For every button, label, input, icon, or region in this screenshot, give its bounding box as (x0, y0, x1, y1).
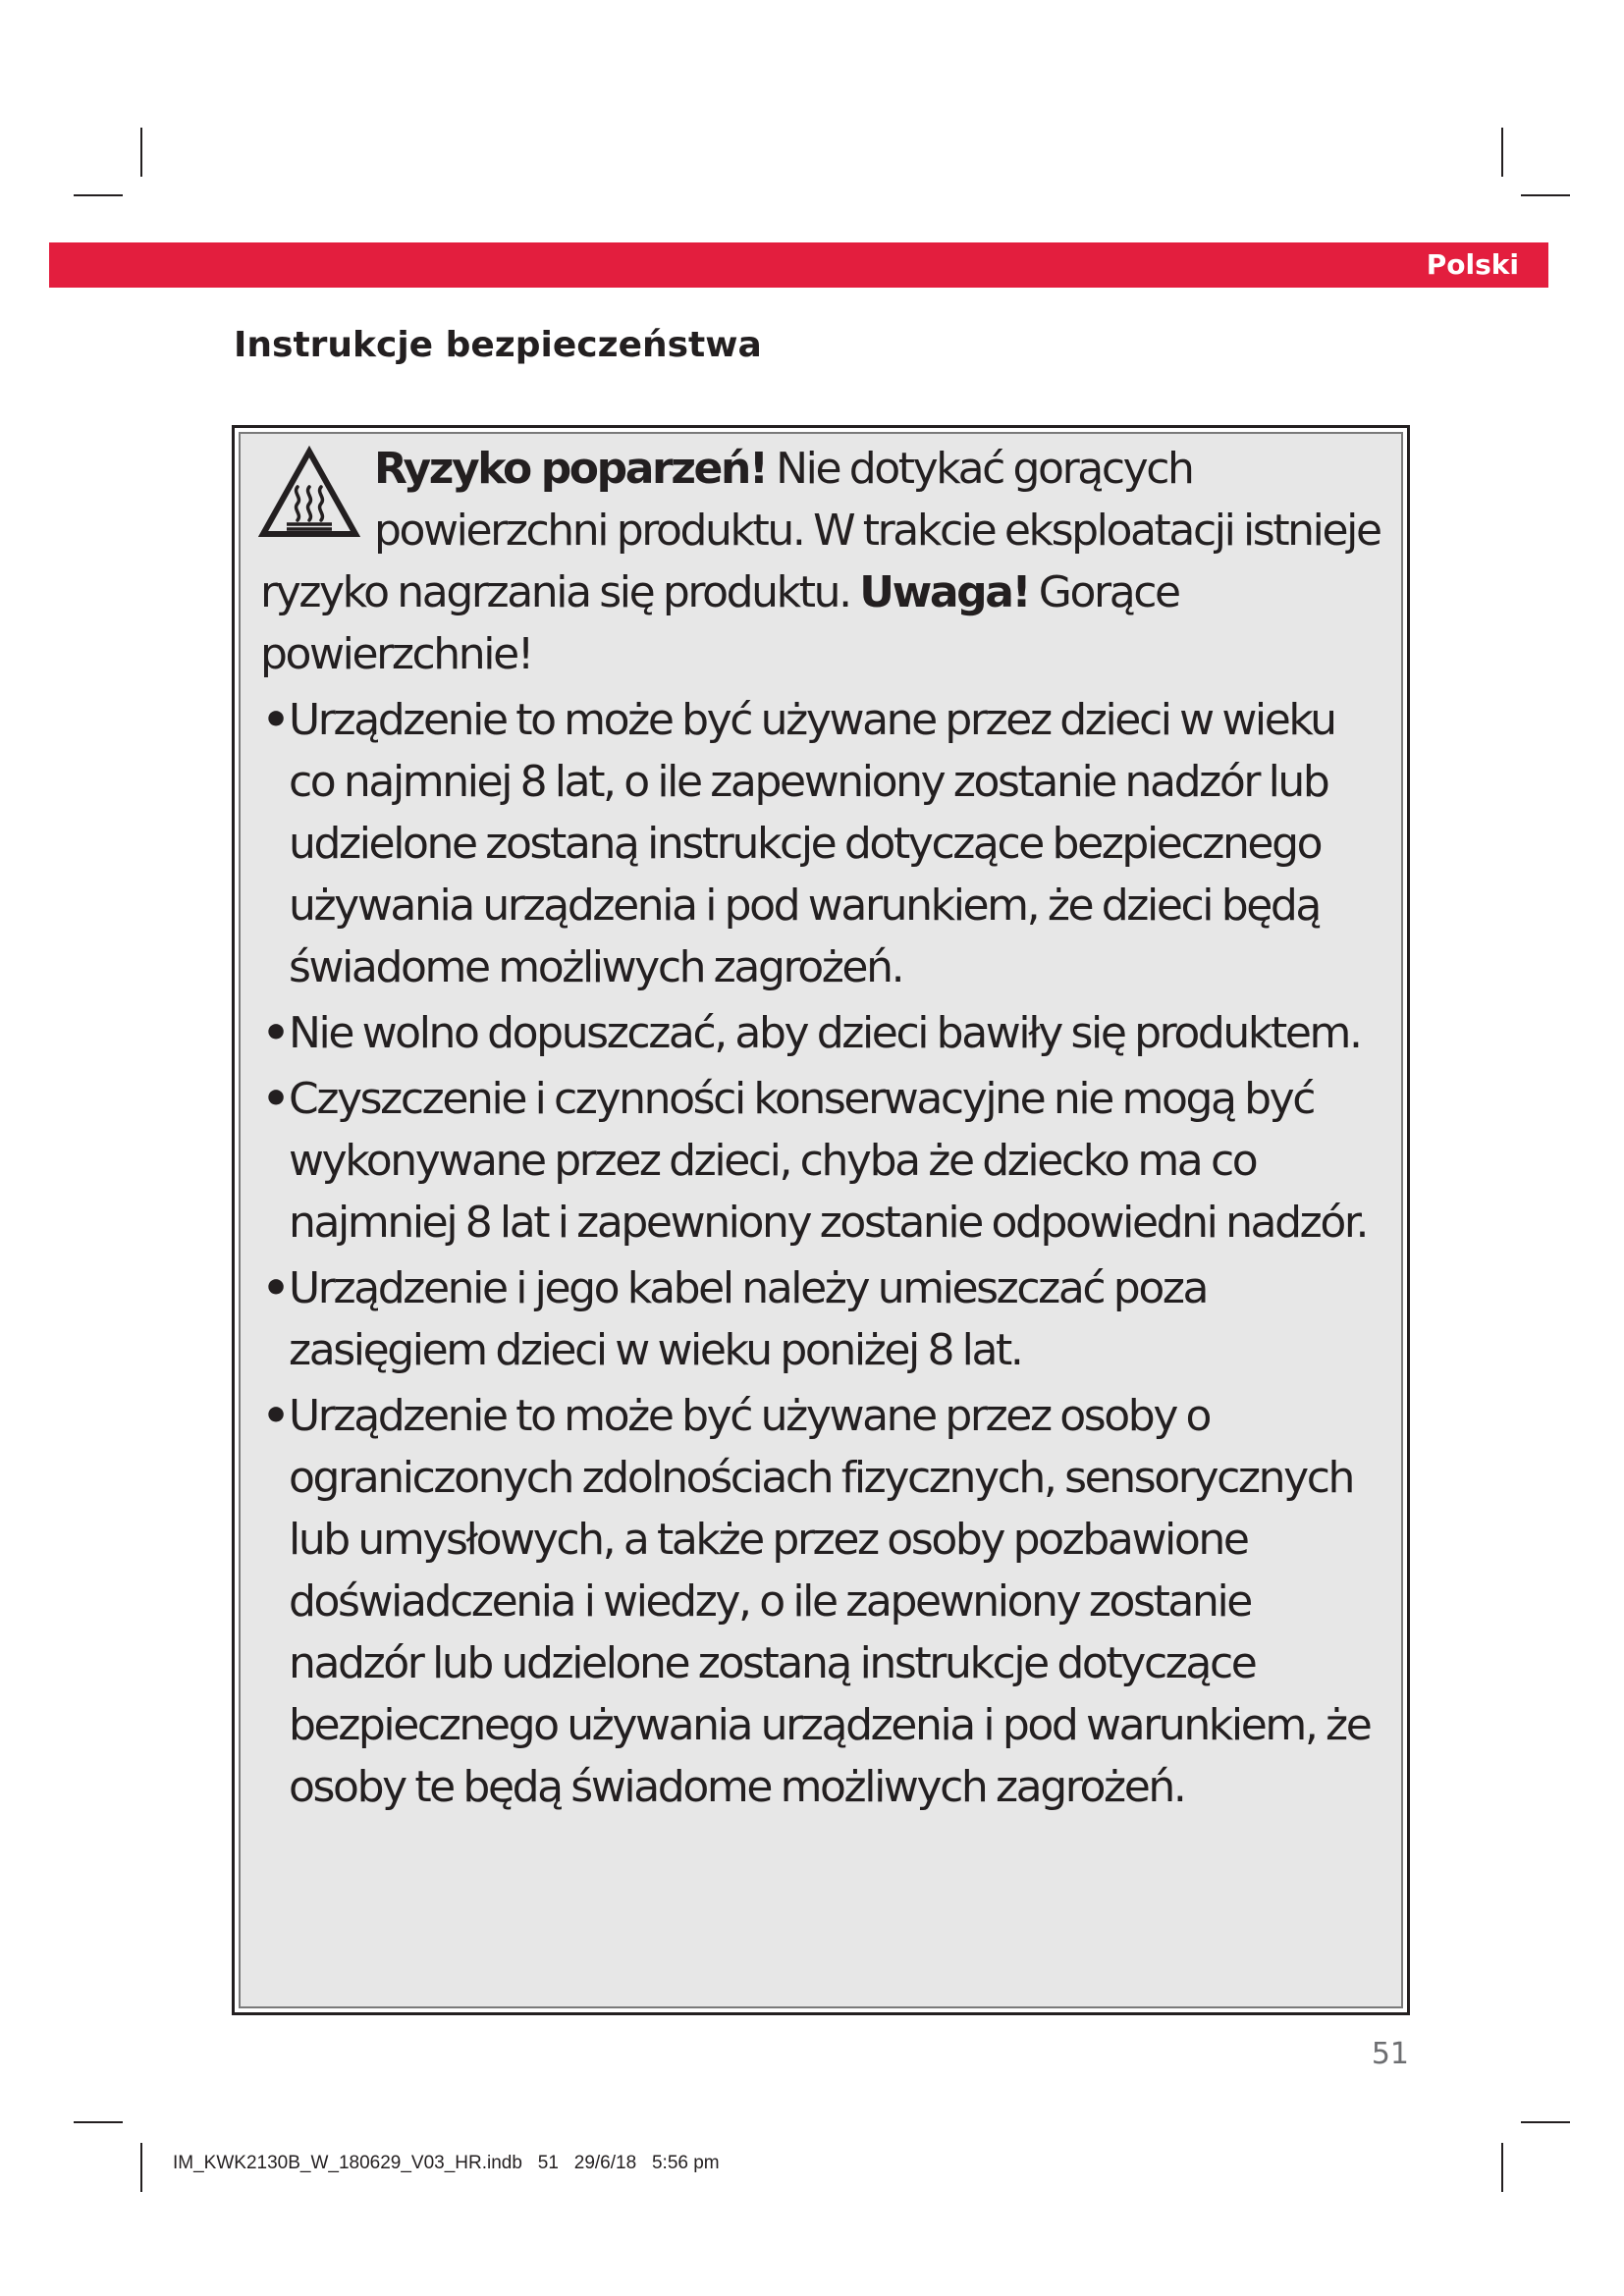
crop-mark-top-left-horizontal (74, 194, 123, 196)
list-item (260, 1385, 1385, 1818)
bullet-text: Urządzenie to może być używane przez dzieci w wieku co najmniej 8 lat, o ile zapewniony zostanie nadzór lub udzielone zostaną instrukcje dotyczące bezpiecznego używania urządzenia i pod warunkiem, że dzieci będą świadome możliwych zagrożeń. (289, 695, 1335, 992)
bullet-point: • (262, 1074, 288, 1124)
bullet-point: • (262, 695, 288, 745)
bullet-text: Czyszczenie i czynności konserwacyjne nie mogą być wykonywane przez dzieci, chyba że dziecko ma co najmniej 8 lat i zapewniony zostanie odpowiedni nadzór. (289, 1074, 1368, 1248)
crop-mark-bottom-left-horizontal (74, 2121, 123, 2123)
warning-heading: Ryzyko poparzeń! (374, 444, 767, 494)
safety-warning-box (232, 425, 1410, 2015)
hot-surface-warning-icon (258, 446, 360, 544)
crop-mark-bottom-right-vertical (1501, 2143, 1503, 2192)
crop-mark-top-right-vertical (1501, 128, 1503, 177)
list-item (260, 1257, 1385, 1381)
list-item (260, 1068, 1385, 1254)
print-file-info: IM_KWK2130B_W_180629_V03_HR.indb 51 29/6/18 5:56 pm (173, 2153, 720, 2173)
language-header-bar (49, 242, 1548, 288)
crop-mark-bottom-right-horizontal (1521, 2121, 1570, 2123)
bullet-point: • (262, 1263, 288, 1313)
warning-intro (260, 434, 1385, 685)
bullet-text: Nie wolno dopuszczać, aby dzieci bawiły się produktem. (289, 1008, 1361, 1058)
crop-mark-top-left-vertical (140, 128, 142, 177)
list-item (260, 689, 1385, 998)
language-label: Polski (1426, 248, 1519, 281)
bullet-text: Urządzenie i jego kabel należy umieszczać poza zasięgiem dzieci w wieku poniżej 8 lat. (289, 1263, 1208, 1375)
safety-bullet-list (260, 689, 1385, 1818)
list-item (260, 1002, 1385, 1064)
warning-intro-text: Nie dotykać gorących powierzchni produktu. W trakcie eksploatacji istnieje ryzyko nagrzania się produktu. (260, 444, 1380, 617)
bullet-point: • (262, 1391, 288, 1441)
caution-text: Gorące powierzchnie! (260, 567, 1179, 679)
bullet-point: • (262, 1008, 288, 1058)
safety-warning-content (239, 432, 1403, 2008)
bullet-text: Urządzenie to może być używane przez osoby o ograniczonych zdolnościach fizycznych, sensorycznych lub umysłowych, a także przez osoby pozbawione doświadczenia i wiedzy, o ile zapewniony zostanie nadzór lub udzielone zostaną instrukcje dotyczące bezpiecznego używania urządzenia i pod warunkiem, że osoby te będą świadome możliwych zagrożeń. (289, 1391, 1371, 1812)
crop-mark-bottom-left-vertical (140, 2143, 142, 2192)
page-number: 51 (1371, 2037, 1409, 2071)
caution-label: Uwaga! (859, 567, 1030, 617)
crop-mark-top-right-horizontal (1521, 194, 1570, 196)
section-title: Instrukcje bezpieczeństwa (234, 325, 762, 365)
